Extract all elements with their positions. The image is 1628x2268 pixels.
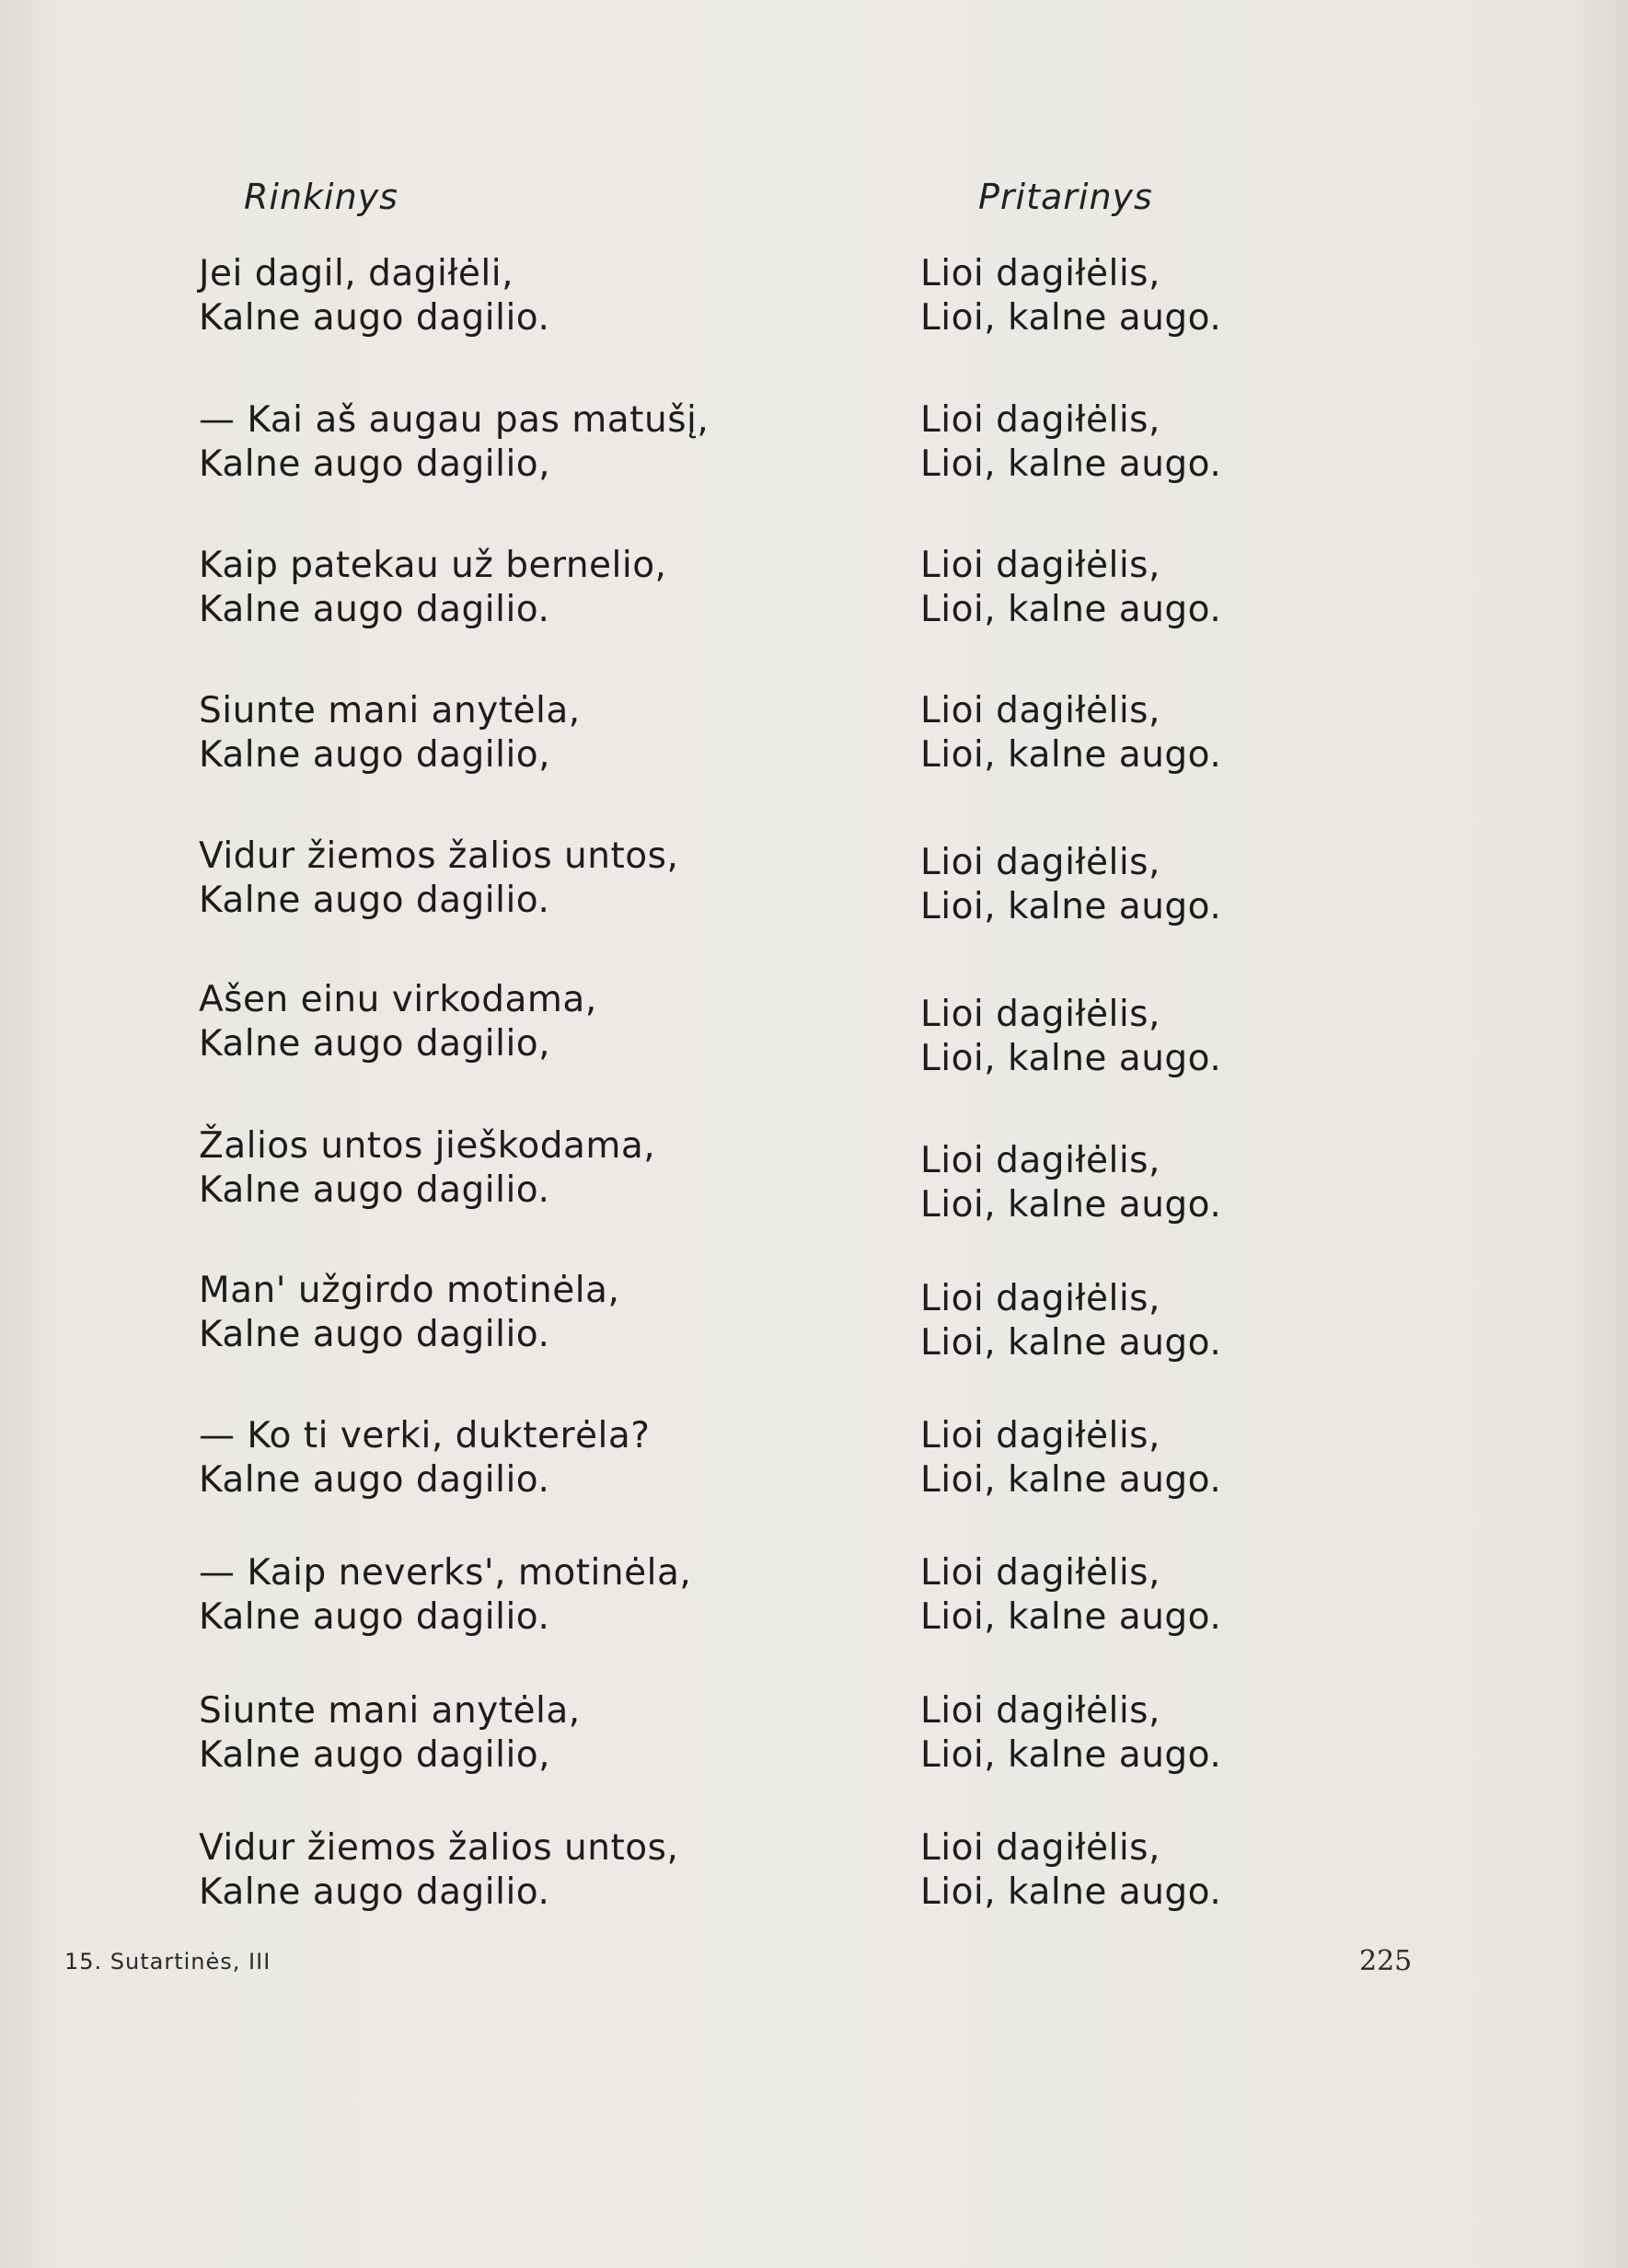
verse-line: Lioi dagiłėlis, <box>920 994 1160 1035</box>
verse-line: Kalne augo dagilio. <box>199 1169 550 1211</box>
verse-12-pritarinys <box>920 1826 1221 1915</box>
verse-line: Kalne augo dagilio. <box>199 1459 550 1501</box>
verse-4-rinkinys <box>199 689 581 777</box>
verse-line: Lioi, kalne augo. <box>920 1734 1222 1776</box>
verse-line: Kalne augo dagilio. <box>199 880 550 921</box>
verse-line: — Kaip neverks', motinėla, <box>199 1552 692 1594</box>
verse-line: Jei dagil, dagiłėli, <box>199 253 514 294</box>
verse-line: Kalne augo dagilio. <box>199 1596 550 1638</box>
verse-8-pritarinys <box>920 1277 1221 1365</box>
verse-6-rinkinys <box>199 978 597 1066</box>
verse-10-rinkinys <box>199 1551 691 1640</box>
verse-line: Lioi, kalne augo. <box>920 1871 1222 1913</box>
verse-line: Kalne augo dagilio, <box>199 1734 551 1776</box>
verse-line: Lioi, kalne augo. <box>920 734 1222 776</box>
verse-line: Lioi dagiłėlis, <box>920 1140 1160 1181</box>
verse-line: Lioi, kalne augo. <box>920 1038 1222 1079</box>
page-number: 225 <box>1359 1945 1413 1977</box>
verse-line: Kalne augo dagilio, <box>199 734 551 776</box>
verse-6-pritarinys <box>920 993 1221 1081</box>
verse-3-pritarinys <box>920 544 1221 632</box>
verse-1-pritarinys <box>920 252 1221 340</box>
verse-line: Lioi, kalne augo. <box>920 1596 1222 1638</box>
verse-10-pritarinys <box>920 1551 1221 1640</box>
verse-line: Kalne augo dagilio. <box>199 589 550 630</box>
verse-line: Lioi dagiłėlis, <box>920 1827 1160 1869</box>
verse-line: Lioi, kalne augo. <box>920 1459 1222 1501</box>
verse-9-pritarinys <box>920 1414 1221 1502</box>
verse-5-pritarinys <box>920 841 1221 929</box>
verse-11-pritarinys <box>920 1689 1221 1778</box>
verse-line: Lioi dagiłėlis, <box>920 1552 1160 1594</box>
column-header-pritarinys: Pritarinys <box>978 177 1153 217</box>
verse-7-rinkinys <box>199 1124 655 1213</box>
verse-7-pritarinys <box>920 1139 1221 1227</box>
verse-1-rinkinys <box>199 252 549 340</box>
verse-line: Vidur žiemos žalios untos, <box>199 835 679 877</box>
verse-11-rinkinys <box>199 1689 581 1778</box>
verse-line: Lioi dagiłėlis, <box>920 1690 1160 1732</box>
verse-line: Lioi, kalne augo. <box>920 589 1222 630</box>
verse-line: Siunte mani anytėla, <box>199 1690 581 1732</box>
verse-line: Lioi dagiłėlis, <box>920 690 1160 731</box>
verse-line: Lioi, kalne augo. <box>920 443 1222 485</box>
verse-line: Kalne augo dagilio. <box>199 297 550 339</box>
column-header-rinkinys: Rinkinys <box>244 177 398 217</box>
verse-line: Siunte mani anytėla, <box>199 690 581 731</box>
verse-line: Vidur žiemos žalios untos, <box>199 1827 679 1869</box>
verse-line: Kalne augo dagilio. <box>199 1871 550 1913</box>
verse-line: Kalne augo dagilio. <box>199 1314 550 1355</box>
verse-12-rinkinys <box>199 1826 678 1915</box>
verse-line: Lioi dagiłėlis, <box>920 253 1160 294</box>
verse-line: — Kai aš augau pas matušį, <box>199 399 710 441</box>
verse-line: Lioi, kalne augo. <box>920 886 1222 927</box>
verse-5-rinkinys <box>199 835 678 923</box>
verse-9-rinkinys <box>199 1414 650 1502</box>
verse-line: Lioi dagiłėlis, <box>920 842 1160 883</box>
verse-line: Lioi dagiłėlis, <box>920 1278 1160 1319</box>
verse-line: Lioi dagiłėlis, <box>920 1415 1160 1456</box>
verse-3-rinkinys <box>199 544 666 632</box>
verse-line: Ašen einu virkodama, <box>199 979 597 1020</box>
verse-line: — Ko ti verki, dukterėla? <box>199 1415 651 1456</box>
verse-line: Man' užgirdo motinėla, <box>199 1270 620 1311</box>
verse-line: Lioi, kalne augo. <box>920 1322 1222 1364</box>
verse-8-rinkinys <box>199 1269 619 1357</box>
verse-line: Lioi, kalne augo. <box>920 297 1222 339</box>
verse-line: Lioi dagiłėlis, <box>920 545 1160 586</box>
signature-mark: 15. Sutartinės, III <box>64 1949 271 1974</box>
verse-line: Lioi, kalne augo. <box>920 1184 1222 1226</box>
verse-line: Žalios untos jieškodama, <box>199 1125 656 1167</box>
verse-line: Lioi dagiłėlis, <box>920 399 1160 441</box>
verse-4-pritarinys <box>920 689 1221 777</box>
verse-line: Kaip patekau už bernelio, <box>199 545 667 586</box>
verse-line: Kalne augo dagilio, <box>199 1023 551 1065</box>
verse-2-pritarinys <box>920 398 1221 487</box>
verse-line: Kalne augo dagilio, <box>199 443 551 485</box>
verse-2-rinkinys <box>199 398 709 487</box>
